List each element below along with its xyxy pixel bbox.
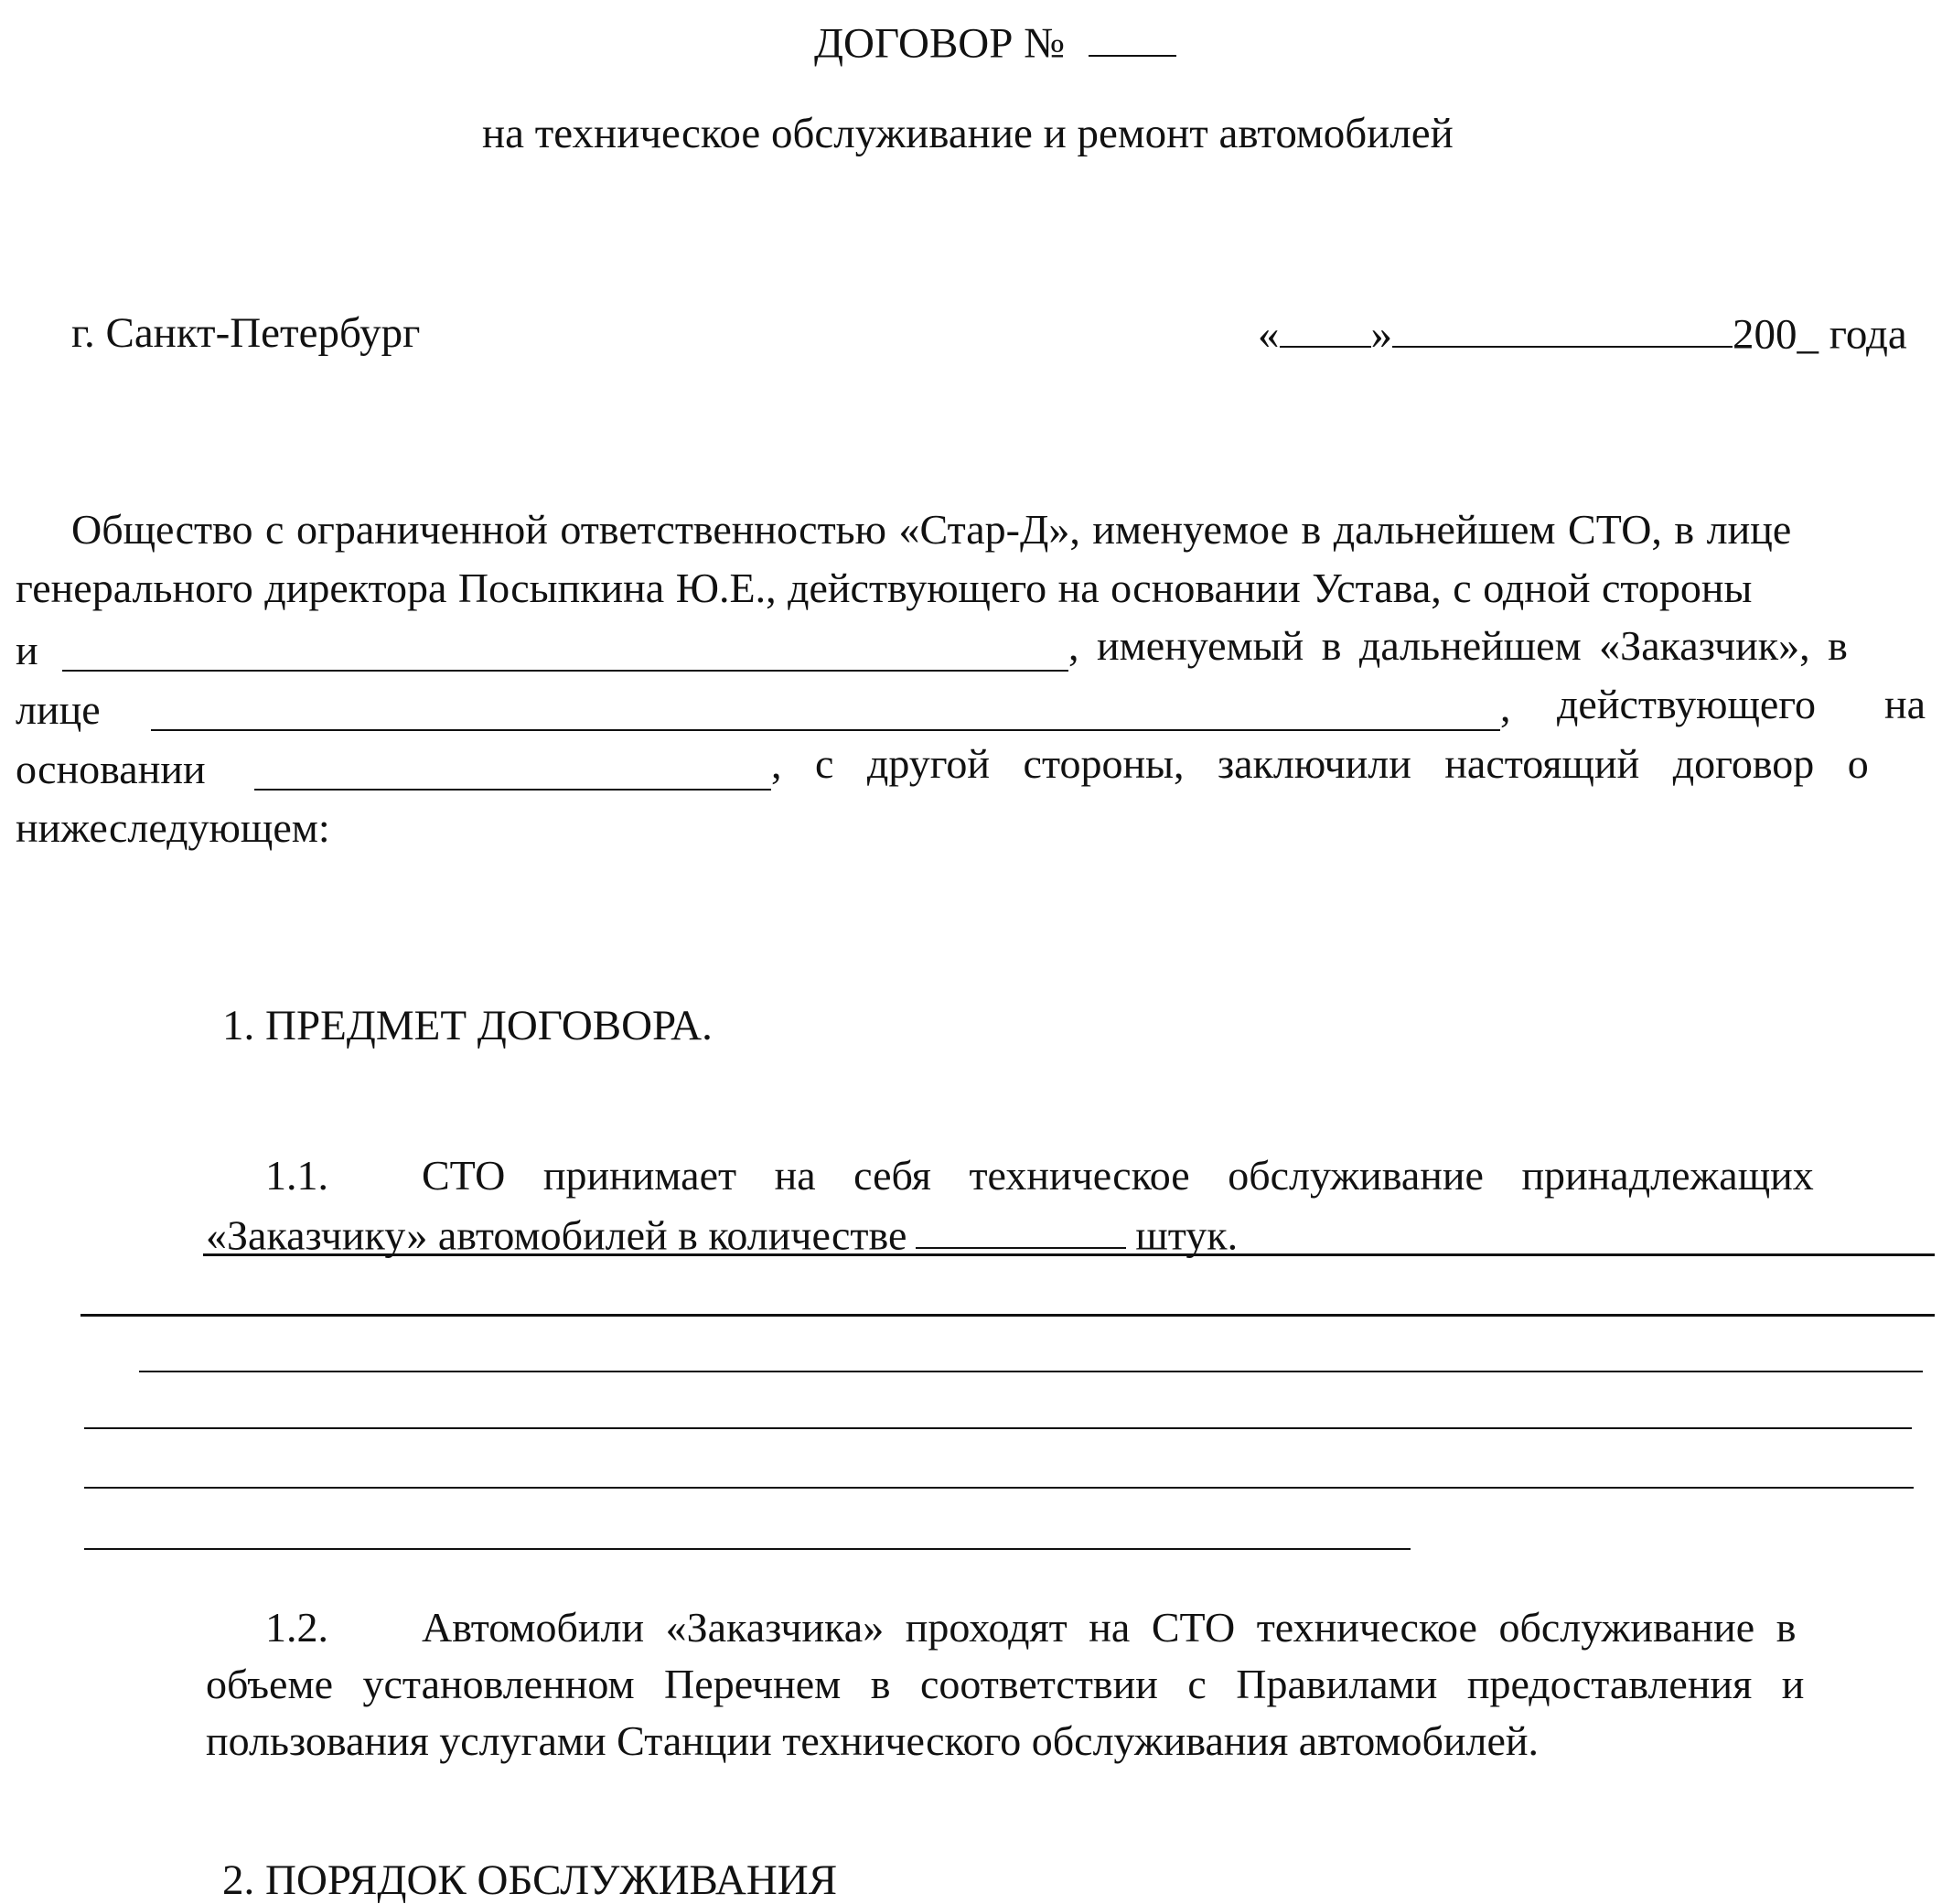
section-1-heading: 1. ПРЕДМЕТ ДОГОВОРА. xyxy=(222,1002,713,1049)
preamble-line-4-start: лице xyxy=(16,686,101,733)
clause-1-2-line-3: пользования услугами Станции технического обслуживания автомобилей. xyxy=(206,1717,1539,1764)
preamble-line-6: нижеследующем: xyxy=(16,804,330,851)
preamble-line-2-text: генерального директора Посыпкина Ю.Е., действующего на основании Устава, с одной стороны xyxy=(16,565,1753,611)
preamble-line-5-end: , с другой стороны, заключили настоящий договор о xyxy=(771,740,1869,787)
vehicle-list-line-4 xyxy=(84,1427,1912,1429)
date-close-quote: » xyxy=(1370,310,1392,359)
basis-blank xyxy=(254,789,771,791)
contract-number-blank xyxy=(1089,16,1176,57)
preamble-line-5-start: основании xyxy=(16,746,206,792)
vehicle-list-line-5 xyxy=(84,1487,1914,1489)
preamble-line-4-word-2: на xyxy=(1884,681,1926,727)
vehicle-count-blank xyxy=(916,1210,1126,1249)
date-open-quote: « xyxy=(1258,310,1280,359)
contract-date xyxy=(1258,307,1907,359)
preamble-line-3-start: и xyxy=(16,627,38,673)
date-year: 200_ года xyxy=(1733,310,1907,359)
clause-1-1-line-1-text: СТО принимает на себя техническое обслуживание принадлежащих xyxy=(422,1152,1814,1199)
clause-1-2-line-1-text: Автомобили «Заказчика» проходят на СТО техническое обслуживание в xyxy=(422,1604,1797,1651)
contract-subtitle: на техническое обслуживание и ремонт автомобилей xyxy=(482,110,1454,157)
contract-title-text: ДОГОВОР № xyxy=(814,19,1065,68)
preamble-line-4-word: действующего xyxy=(1557,681,1817,727)
date-month-blank xyxy=(1392,307,1733,348)
clause-1-1-line-2-text: «Заказчику» автомобилей в количестве xyxy=(206,1211,907,1259)
clause-1-2-line-2 xyxy=(206,1663,1931,1705)
clause-1-2-line-2-text: объеме установленном Перечнем в соответствии с Правилами предоставления и xyxy=(206,1661,1805,1707)
representative-blank xyxy=(151,729,1500,731)
preamble-line-2 xyxy=(16,567,1930,609)
vehicle-list-line-1 xyxy=(203,1253,1935,1256)
clause-1-1-units: штук. xyxy=(1135,1211,1239,1259)
clause-1-1-line-2 xyxy=(206,1210,1239,1259)
date-day-blank xyxy=(1280,307,1371,348)
section-2-heading: 2. ПОРЯДОК ОБСЛУЖИВАНИЯ xyxy=(222,1856,838,1904)
contract-place: г. Санкт-Петербург xyxy=(71,309,421,357)
contract-title xyxy=(814,16,1176,68)
preamble-line-4-comma: , xyxy=(1500,683,1511,730)
preamble-line-1-text: Общество с ограниченной ответственностью «Стар-Д», именуемое в дальнейшем СТО, в лице xyxy=(71,506,1792,553)
clause-1-2-line-1 xyxy=(422,1604,1931,1651)
clause-1-1-line-1 xyxy=(422,1152,1931,1199)
preamble-line-1 xyxy=(71,506,1930,553)
clause-1-2-number: 1.2. xyxy=(265,1604,328,1651)
customer-name-blank xyxy=(62,670,1068,672)
vehicle-list-line-6 xyxy=(84,1548,1411,1550)
clause-1-1-number: 1.1. xyxy=(265,1152,328,1199)
vehicle-list-line-3 xyxy=(139,1371,1923,1372)
preamble-line-3-end: , именуемый в дальнейшем «Заказчик», в xyxy=(1068,622,1848,669)
vehicle-list-line-2 xyxy=(80,1314,1935,1317)
